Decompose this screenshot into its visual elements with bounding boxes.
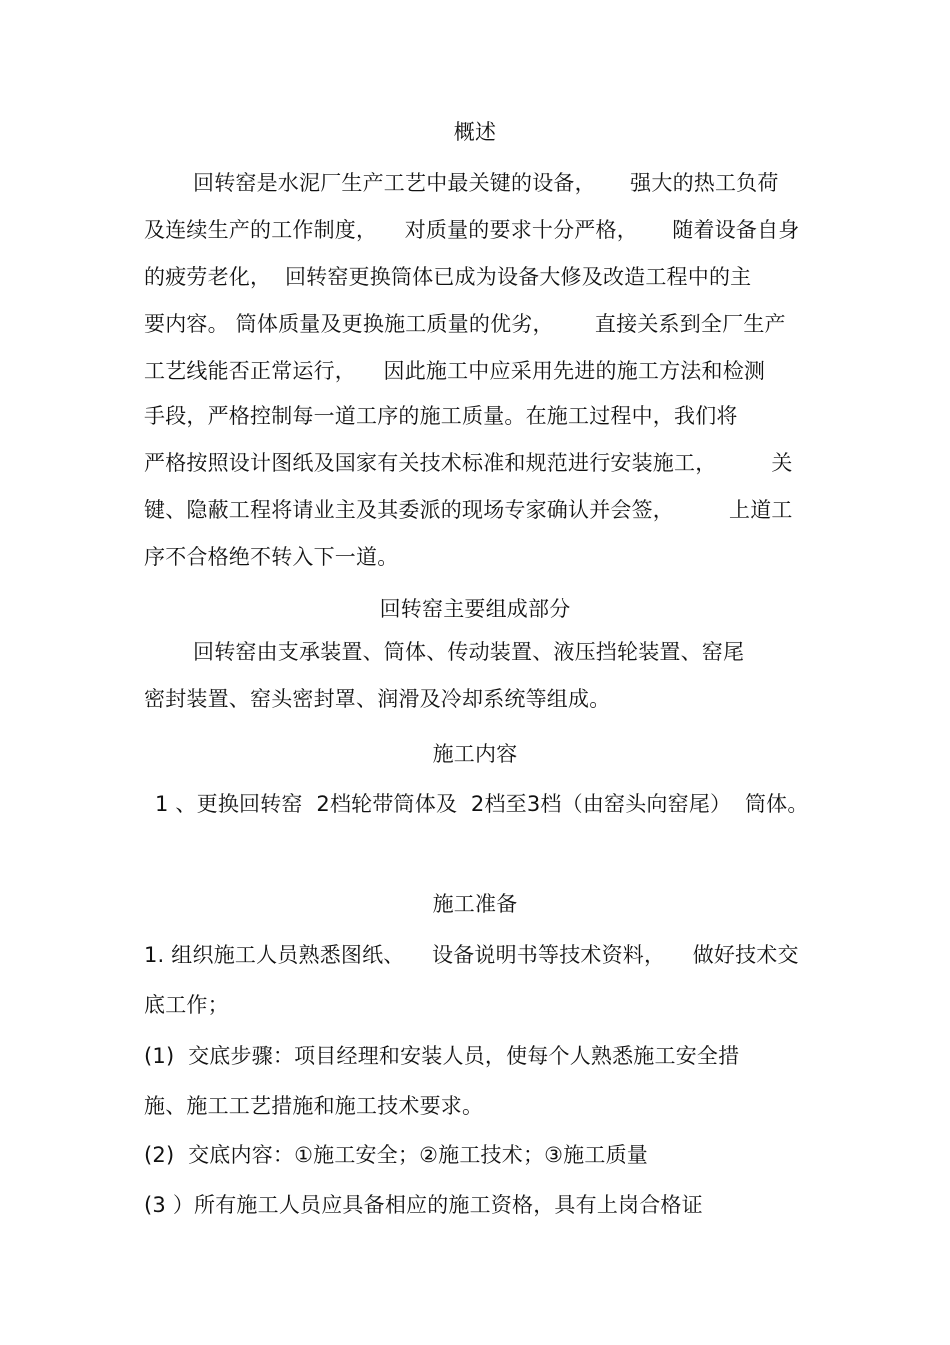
section-heading: 概述: [453, 120, 497, 144]
section-heading: 施工内容: [432, 742, 518, 766]
paragraph-line: 手段，严格控制每一道工序的施工质量。在施工过程中，我们将: [144, 404, 738, 428]
paragraph-line: 工艺线能否正常运行， 因此施工中应采用先进的施工方法和检测: [144, 359, 766, 383]
section-heading: 回转窑主要组成部分: [379, 597, 571, 621]
paragraph-line: 回转窑由支承装置、筒体、传动装置、液压挡轮装置、窑尾: [193, 640, 745, 664]
paragraph-line: 回转窑是水泥厂生产工艺中最关键的设备， 强大的热工负荷: [193, 171, 779, 195]
paragraph-line: 要内容。 筒体质量及更换施工质量的优劣， 直接关系到全厂生产: [144, 312, 786, 336]
paragraph-line: 施、施工工艺措施和施工技术要求。: [144, 1094, 484, 1118]
paragraph-line: 键、隐蔽工程将请业主及其委派的现场专家确认并会签， 上道工: [144, 498, 793, 522]
paragraph-line: (1) 交底步骤：项目经理和安装人员，使每个人熟悉施工安全措: [144, 1044, 740, 1068]
paragraph-line: 序不合格绝不转入下一道。: [144, 545, 399, 569]
paragraph-line: 底工作；: [144, 993, 229, 1017]
paragraph-line: (2) 交底内容：①施工安全；②施工技术；③施工质量: [144, 1143, 648, 1167]
paragraph-line: 的疲劳老化， 回转窑更换筒体已成为设备大修及改造工程中的主: [144, 265, 752, 289]
paragraph-line: (3 ）所有施工人员应具备相应的施工资格，具有上岗合格证: [144, 1193, 703, 1217]
section-heading: 施工准备: [432, 892, 518, 916]
paragraph-line: 及连续生产的工作制度， 对质量的要求十分严格， 随着设备自身: [144, 218, 800, 242]
paragraph-line: 严格按照设计图纸及国家有关技术标准和规范进行安装施工， 关: [144, 451, 793, 475]
paragraph-line: 密封装置、窑头密封罩、润滑及冷却系统等组成。: [144, 687, 611, 711]
paragraph-line: 1 、更换回转窑 2档轮带筒体及 2档至3档（由窑头向窑尾） 筒体。: [155, 792, 809, 816]
paragraph-line: 1. 组织施工人员熟悉图纸、 设备说明书等技术资料， 做好技术交: [144, 943, 799, 967]
